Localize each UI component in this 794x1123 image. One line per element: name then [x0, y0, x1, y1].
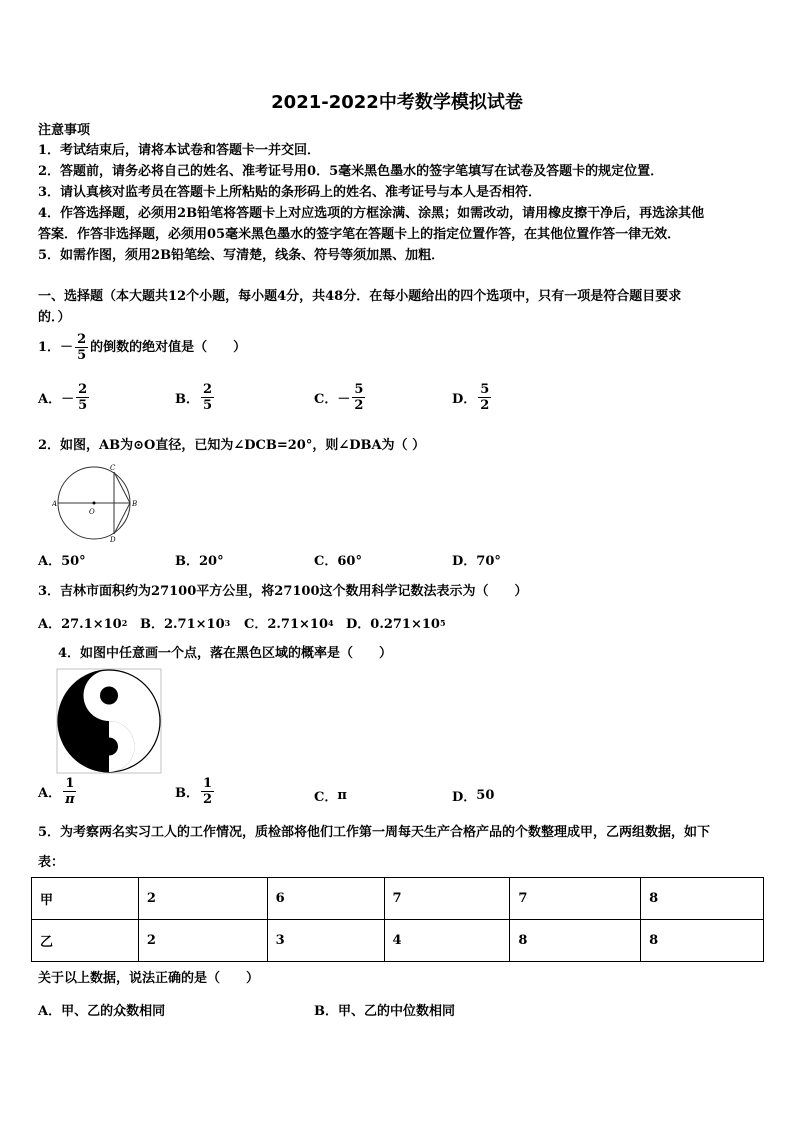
- table-cell: 8: [510, 920, 641, 962]
- notice-item-5: 5．如需作图，须用2B铅笔绘、写清楚，线条、符号等须加黑、加粗．: [38, 248, 445, 263]
- q4-option-a[interactable]: A． $\frac{1}{\pi}$: [38, 776, 75, 807]
- notice-item-2: 2．答题前，请务必将自己的姓名、准考证号用0．5毫米黑色墨水的签字笔填写在试卷及答题卡的规定位置．: [38, 164, 664, 179]
- q2-option-b[interactable]: B．20°: [175, 554, 224, 569]
- table-cell: 2: [138, 878, 267, 920]
- question-2: 2．如图，AB为⊙O直径，已知为∠DCB=20°，则∠DBA为（ ）: [38, 438, 426, 453]
- q2-option-a[interactable]: A．50°: [38, 554, 86, 569]
- q3-option-c[interactable]: C．2.71×10 4: [244, 617, 334, 632]
- question-5-prompt: 关于以上数据，说法正确的是（ ）: [38, 971, 260, 986]
- center-point: [93, 502, 96, 505]
- question-1: 1． － $\frac{2}{5}$ 的倒数的绝对值是（ ）: [38, 332, 247, 363]
- black-dot: [100, 687, 118, 705]
- question-5: 5．为考察两名实习工人的工作情况，质检部将他们工作第一周每天生产合格产品的个数整理成甲，乙两组数据，如下: [38, 825, 711, 840]
- table-cell: 4: [384, 920, 510, 962]
- segment-bd: [114, 503, 130, 534]
- question-5-cont: 表：: [38, 855, 65, 870]
- q5-option-a[interactable]: A．甲、乙的众数相同: [38, 1004, 166, 1019]
- notice-item-4-cont: 答案．作答非选择题，必须用05毫米黑色墨水的签字笔在答题卡上的指定位置作答，在其他位置作答一律无效．: [38, 227, 681, 242]
- table-row: [32, 878, 764, 920]
- notice-item-4: 4．作答选择题，必须用2B铅笔将答题卡上对应选项的方框涂满、涂黑；如需改动，请用橡皮擦干净后，再选涂其他: [38, 206, 705, 221]
- q4-option-c[interactable]: C． π: [314, 788, 347, 805]
- label-o: O: [89, 508, 95, 516]
- q3-option-a[interactable]: A．27.1×10 2: [38, 617, 128, 632]
- table-cell: 甲: [32, 878, 139, 920]
- table-cell: 2: [138, 920, 267, 962]
- label-d: D: [110, 536, 116, 542]
- q4-option-b[interactable]: B． $\frac{1}{2}$: [175, 776, 213, 807]
- question-3: 3．吉林市面积约为27100平方公里，将27100这个数用科学记数法表示为（ ）: [38, 584, 528, 599]
- table-cell: 8: [641, 878, 764, 920]
- q1-option-a[interactable]: A． － $\frac{2}{5}$: [38, 382, 88, 413]
- q5-option-b[interactable]: B．甲、乙的中位数相同: [314, 1004, 455, 1019]
- table-cell: 3: [267, 920, 384, 962]
- notice-heading: 注意事项: [38, 123, 91, 138]
- table-row: [32, 920, 764, 962]
- section-heading-cont: 的．）: [38, 310, 71, 325]
- notice-item-3: 3．请认真核对监考员在答题卡上所粘贴的条形码上的姓名、准考证号与本人是否相符．: [38, 185, 542, 200]
- yin-yang-figure: [56, 668, 162, 774]
- table-cell: 8: [641, 920, 764, 962]
- notice-item-1: 1．考试结束后，请将本试卷和答题卡一并交回．: [38, 143, 321, 158]
- q4-option-d[interactable]: D． 50: [452, 788, 495, 805]
- table-cell: 6: [267, 878, 384, 920]
- lower-dot: [100, 738, 118, 756]
- q3-option-d[interactable]: D．0.271×10 5: [346, 617, 446, 632]
- segment-cb: [114, 472, 130, 503]
- page-title: 2021-2022中考数学模拟试卷: [271, 92, 523, 113]
- section-heading: 一、选择题（本大题共12个小题，每小题4分，共48分．在每小题给出的四个选项中，只有一项是符合题目要求: [38, 289, 682, 304]
- table-cell: 7: [384, 878, 510, 920]
- q2-option-c[interactable]: C．60°: [314, 554, 362, 569]
- q2-option-d[interactable]: D．70°: [452, 554, 501, 569]
- label-a: A: [52, 500, 58, 508]
- question-4: 4．如图中任意画一个点，落在黑色区域的概率是（ ）: [58, 646, 393, 661]
- label-c: C: [110, 464, 116, 472]
- table-cell: 7: [510, 878, 641, 920]
- data-table: [31, 877, 764, 962]
- label-b: B: [132, 500, 138, 508]
- q1-option-b[interactable]: B． $\frac{2}{5}$: [175, 382, 213, 413]
- q1-option-d[interactable]: D． $\frac{5}{2}$: [452, 382, 490, 413]
- q3-option-b[interactable]: B．2.71×10 3: [140, 617, 231, 632]
- circle-figure: [52, 462, 142, 542]
- q1-option-c[interactable]: C． － $\frac{5}{2}$: [314, 382, 364, 413]
- table-cell: 乙: [32, 920, 139, 962]
